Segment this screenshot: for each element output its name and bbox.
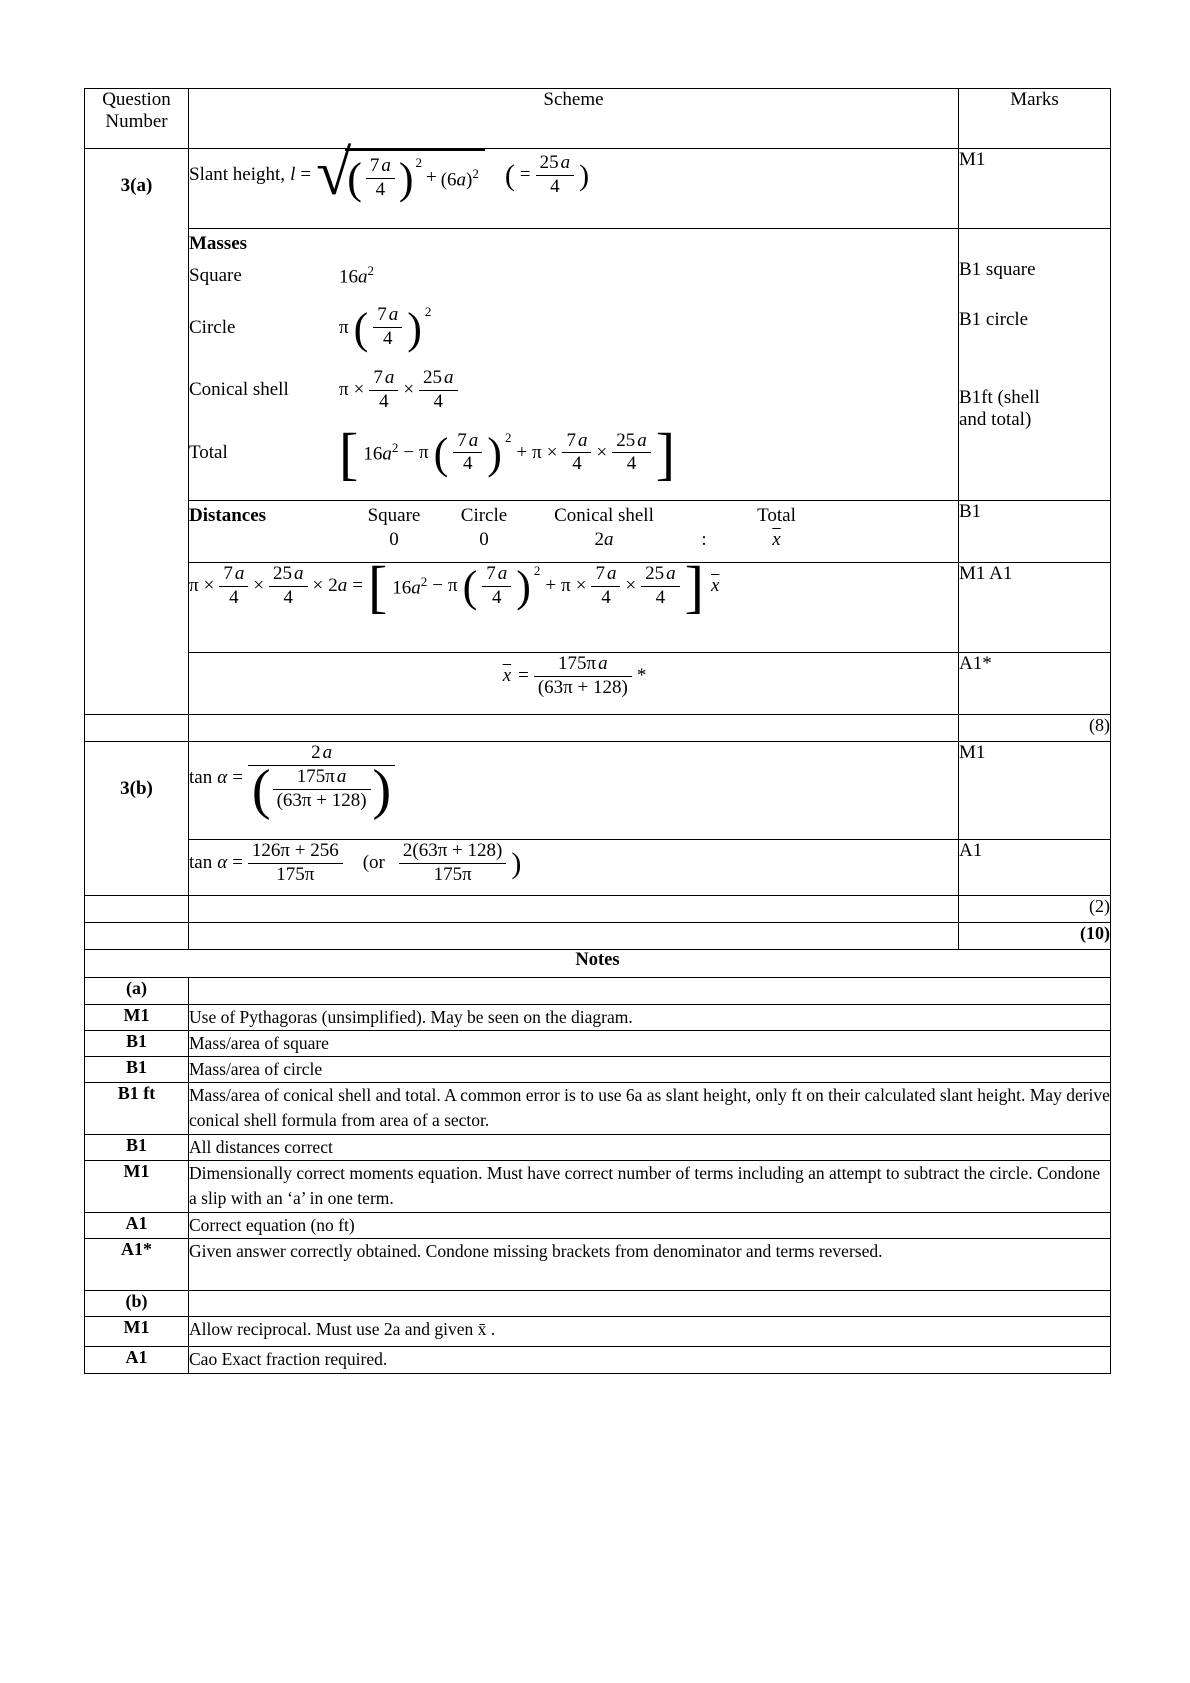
- header-row: [85, 89, 1111, 149]
- note-label: B1: [85, 1057, 189, 1083]
- row-3b-m1: [85, 742, 1111, 840]
- fraction: 7 a 4: [219, 563, 248, 610]
- row-subtotal-b: [85, 896, 1111, 923]
- tan-definition-formula: tan α = 2 a ( 175π a (63π + 128) ): [189, 742, 958, 814]
- mass-total-formula: [ $16a^2$ − π ( 7 a 4 ) 2 + π × 7 a 4 × 25 a 4 ]: [339, 420, 676, 486]
- row-grand-total: [85, 923, 1111, 950]
- mass-circle-formula: π ( 7 a 4 ) 2: [339, 303, 432, 353]
- note-row: [85, 1083, 1111, 1135]
- note-label: M1: [85, 1161, 189, 1213]
- moments-cell: [189, 554, 959, 653]
- masses-cell: [189, 229, 959, 501]
- mark-scheme-table: [84, 88, 1111, 1374]
- note-label: A1: [85, 1347, 189, 1374]
- mark-slant: M1: [959, 149, 1111, 229]
- mass-label-square: Square: [189, 264, 242, 286]
- row-slant-height: [85, 149, 1111, 229]
- row-result: [85, 653, 1111, 715]
- note-text: Mass/area of circle: [189, 1057, 1111, 1083]
- row-masses: [85, 229, 1111, 501]
- x-bar: $\overline{x}$: [772, 529, 781, 550]
- mark-result: A1*: [959, 653, 1111, 715]
- note-text: Correct equation (no ft): [189, 1213, 1111, 1239]
- alternative-form-label: (or: [362, 852, 385, 874]
- note-text: Given answer correctly obtained. Condone missing brackets from denominator and terms reversed.: [189, 1239, 1111, 1291]
- header-scheme: Scheme: [189, 89, 959, 149]
- note-label: M1: [85, 1317, 189, 1347]
- note-row: [85, 1005, 1111, 1031]
- fraction: 25 a 4: [641, 563, 680, 610]
- note-row: [85, 978, 1111, 1005]
- fraction: 7 a 4: [366, 155, 395, 202]
- slant-height-cell: [189, 137, 959, 229]
- mark-circle: B1 circle: [959, 309, 1029, 330]
- distances-title: Distances: [189, 505, 267, 526]
- mark-shell-total: B1ft (shell and total): [959, 387, 1040, 430]
- fraction: 7 a 4: [369, 367, 398, 414]
- fraction: 2 a ( 175π a (63π + 128) ): [248, 742, 395, 814]
- slant-height-formula: Slant height, l = √ ( 7 a 4 ) 2 + $(6a)^2$ ( = 25 a 4 ): [189, 137, 590, 209]
- note-row: [85, 1347, 1111, 1374]
- fraction: 7 a 4: [373, 304, 402, 351]
- row-moments: [85, 563, 1111, 653]
- note-text: [189, 978, 1111, 1005]
- fraction: 25 a 4: [419, 367, 458, 414]
- note-text: Mass/area of square: [189, 1031, 1111, 1057]
- result-formula: $\overline{x}$ = 175π a (63π + 128) *: [502, 653, 647, 698]
- tan-definition-cell: [189, 742, 959, 840]
- note-row: [85, 1317, 1111, 1347]
- fraction: 7 a 4: [482, 563, 511, 610]
- grand-total: (10): [959, 923, 1111, 950]
- distances-table: Distances Square Circle Conical shell Total 0 0 2a : $\overline{x}$: [189, 505, 796, 550]
- tan-result-cell: [189, 840, 959, 896]
- note-row: [85, 1291, 1111, 1317]
- marks-masses-cell: [959, 229, 1111, 501]
- mark-distances: B1: [959, 501, 1111, 563]
- fraction: 175π a (63π + 128): [273, 766, 371, 813]
- distances-cell: [189, 501, 959, 563]
- note-text: Cao Exact fraction required.: [189, 1347, 1111, 1374]
- note-row: [85, 1239, 1111, 1291]
- given-answer-star: *: [636, 665, 647, 687]
- mark-3b-m1: M1: [959, 742, 1111, 840]
- fraction: 25 a 4: [612, 430, 651, 477]
- note-text: Use of Pythagoras (unsimplified). May be seen on the diagram.: [189, 1005, 1111, 1031]
- fraction: 25 a 4: [536, 152, 575, 199]
- moments-equation: π × 7 a 4 × 25 a 4 × 2a = [ $16a^2$ − π ( 7 a 4 ) 2 + π × 7 a 4 × 25 a 4 ] $\overline{x}$: [189, 554, 720, 620]
- note-label: B1 ft: [85, 1083, 189, 1135]
- note-text: Dimensionally correct moments equation. Must have correct number of terms including an attempt to subtract the circle. Condone a slip with an ‘a’ in one term.: [189, 1161, 1111, 1213]
- row-notes-header: [85, 950, 1111, 978]
- fraction: 2(63π + 128) 175π: [399, 840, 506, 887]
- square-root: √ ( 7 a 4 ) 2 + $(6a)^2$: [316, 149, 485, 202]
- fraction: 7 a 4: [591, 563, 620, 610]
- note-row: [85, 1057, 1111, 1083]
- note-label: M1: [85, 1005, 189, 1031]
- note-label: B1: [85, 1031, 189, 1057]
- fraction: 7 a 4: [562, 430, 591, 477]
- masses-title: Masses: [189, 233, 248, 254]
- note-text: Allow reciprocal. Must use 2a and given x̄ .: [189, 1317, 1111, 1347]
- question-number-3a: 3(a): [120, 175, 153, 196]
- note-text: All distances correct: [189, 1135, 1111, 1161]
- x-bar: $\overline{x}$: [711, 575, 720, 597]
- fraction: $\frac{126\pi + 256}{175\pi}$: [248, 840, 343, 887]
- subtotal-3a: (8): [959, 715, 1111, 742]
- fraction: 25 a 4: [269, 563, 308, 610]
- note-label: (a): [85, 978, 189, 1005]
- tan-result-formula: tan α = $\frac{126\pi + 256}{175\pi}$ (or 2(63π + 128) 175π ): [189, 840, 522, 885]
- note-label: (b): [85, 1291, 189, 1317]
- note-label: B1: [85, 1135, 189, 1161]
- note-label: A1*: [85, 1239, 189, 1291]
- x-bar: $\overline{x}$: [502, 665, 512, 687]
- mark-3b-a1: A1: [959, 840, 1111, 896]
- note-label: A1: [85, 1213, 189, 1239]
- row-3b-a1: [85, 840, 1111, 896]
- notes-title: Notes: [85, 950, 1111, 978]
- fraction: 7 a 4: [453, 430, 482, 477]
- question-number-3a-cell: [85, 149, 189, 715]
- note-row: [85, 1135, 1111, 1161]
- question-number-3b: 3(b): [120, 778, 153, 799]
- note-text: Mass/area of conical shell and total. A common error is to use 6a as slant height, only ft on their calculated slant height. May derive conical shell formula from area of a sector.: [189, 1083, 1111, 1135]
- mass-label-total: Total: [189, 441, 228, 463]
- fraction: 175π a (63π + 128): [534, 653, 632, 700]
- header-marks: Marks: [959, 89, 1111, 149]
- row-distances: [85, 501, 1111, 563]
- mass-shell-formula: π × 7 a 4 × 25 a 4: [339, 367, 958, 414]
- result-cell: [189, 653, 959, 715]
- question-number-3b-cell: [85, 742, 189, 896]
- slant-prefix: Slant height,: [189, 164, 286, 186]
- row-subtotal-a: [85, 715, 1111, 742]
- note-text: [189, 1291, 1111, 1317]
- note-row: [85, 1161, 1111, 1213]
- mark-moments: M1 A1: [959, 563, 1111, 653]
- mass-square-formula: $16a^2$: [339, 263, 374, 288]
- mark-square: B1 square: [959, 259, 1036, 280]
- subtotal-3b: (2): [959, 896, 1111, 923]
- mass-label-shell: Conical shell: [189, 379, 289, 401]
- header-question-number: Question Number: [85, 89, 189, 149]
- note-row: [85, 1213, 1111, 1239]
- note-row: [85, 1031, 1111, 1057]
- mass-label-circle: Circle: [189, 316, 236, 338]
